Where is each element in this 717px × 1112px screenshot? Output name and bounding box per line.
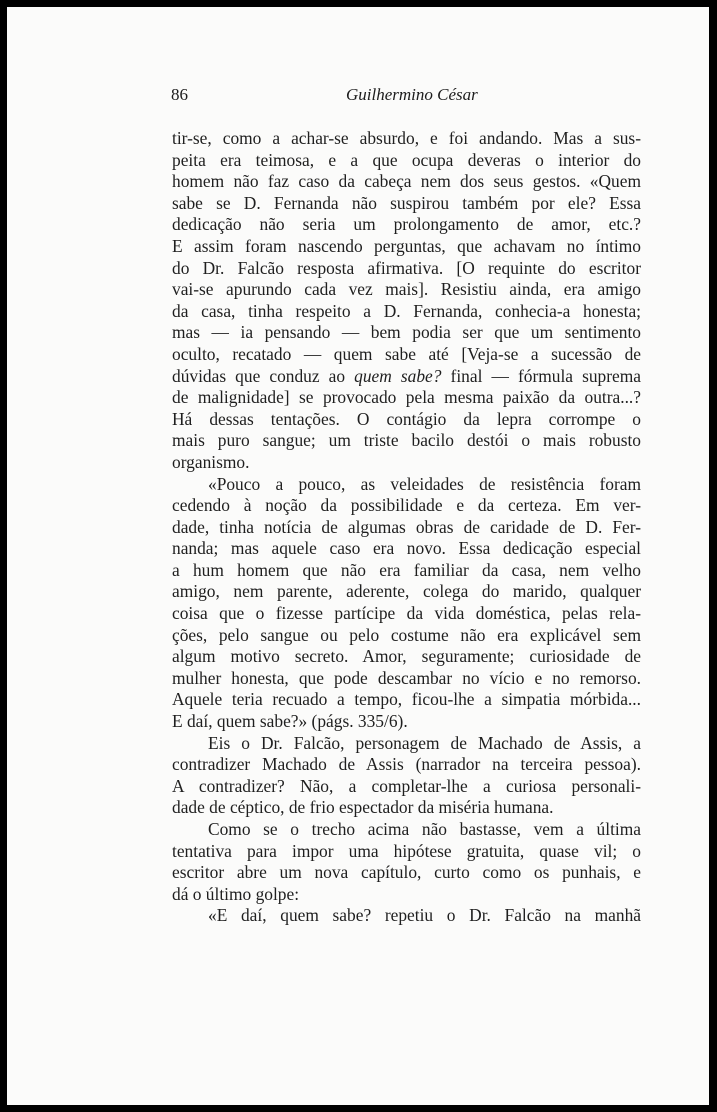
text-line: «Pouco a pouco, as veleidades de resistência foram — [208, 473, 641, 494]
text-line: escritor abre um nova capítulo, curto como os punhais, e — [172, 862, 641, 883]
text-line: amigo, nem parente, aderente, colega do marido, qualquer — [172, 581, 641, 602]
text-line: Eis o Dr. Falcão, personagem de Machado de Assis, a — [208, 732, 641, 753]
text-line: coisa que o fizesse partícipe da vida doméstica, pelas rela- — [172, 603, 641, 624]
text-line: mas — ia pensando — bem podia ser que um sentimento — [172, 322, 641, 343]
text-line: vai-se apurundo cada vez mais]. Resistiu ainda, era amigo — [172, 279, 641, 300]
text-line: cedendo à noção da possibilidade e da certeza. Em ver- — [172, 495, 641, 516]
text-line: A contradizer? Não, a completar-lhe a curiosa personali- — [172, 775, 641, 796]
text-line: mulher honesta, que pode descambar no vício e no remorso. — [172, 667, 641, 688]
text-line: ções, pelo sangue ou pelo costume não era explicável sem — [172, 624, 641, 645]
text-line: tir-se, como a achar-se absurdo, e foi andando. Mas a sus- — [172, 128, 641, 148]
text-line: sabe se D. Fernanda não suspirou também por ele? Essa — [172, 192, 641, 213]
text-segment: dúvidas que conduz ao — [172, 365, 355, 386]
text-line: organismo. — [172, 451, 250, 472]
text-line: dá o último golpe: — [172, 883, 300, 904]
running-head: Guilhermino César — [346, 85, 478, 104]
text-segment: final — fórmula suprema — [441, 365, 642, 386]
italic-phrase: quem sabe? — [354, 365, 442, 386]
body-text — [172, 128, 641, 927]
page-number: 86 — [171, 85, 188, 104]
text-line: E assim foram nascendo perguntas, que achavam no íntimo — [172, 235, 641, 256]
text-line: dade, tinha notícia de algumas obras de caridade de D. Fer- — [172, 516, 641, 537]
text-line: a hum homem que não era familiar da casa, nem velho — [172, 559, 641, 580]
text-line: dedicação não seria um prolongamento de amor, etc.? — [172, 214, 641, 235]
text-line: homem não faz caso da cabeça nem dos seus gestos. «Quem — [172, 171, 641, 192]
text-line: da casa, tinha respeito a D. Fernanda, conhecia-a honesta; — [172, 300, 641, 321]
text-line: Aquele teria recuado a tempo, ficou-lhe a simpatia mórbida... — [172, 689, 641, 710]
book-page — [7, 7, 709, 1105]
text-line: «E daí, quem sabe? repetiu o Dr. Falcão na manhã — [208, 905, 641, 926]
text-line: E daí, quem sabe?» (págs. 335/6). — [172, 711, 408, 732]
text-line: de malignidade] se provocado pela mesma paixão da outra...? — [172, 387, 641, 408]
page-header — [171, 85, 645, 109]
text-line: oculto, recatado — quem sabe até [Veja-se a sucessão de — [172, 343, 641, 364]
text-line: mais puro sangue; um triste bacilo destói o mais robusto — [172, 430, 641, 451]
text-line: peita era teimosa, e a que ocupa deveras o interior do — [172, 149, 641, 170]
text-line-with-italic — [172, 366, 641, 388]
text-line: do Dr. Falcão resposta afirmativa. [O requinte do escritor — [172, 257, 641, 278]
text-line: nanda; mas aquele caso era novo. Essa dedicação especial — [172, 538, 641, 559]
text-line: tentativa para impor uma hipótese gratuita, quase vil; o — [172, 840, 641, 861]
text-line: Como se o trecho acima não bastasse, vem a última — [208, 819, 641, 839]
text-line: dade de céptico, de frio espectador da miséria humana. — [172, 797, 554, 818]
text-line: Há dessas tentações. O contágio da lepra corrompe o — [172, 408, 641, 429]
text-line: contradizer Machado de Assis (narrador na terceira pessoa). — [172, 754, 641, 775]
text-line: algum motivo secreto. Amor, seguramente; curiosidade de — [172, 646, 641, 667]
